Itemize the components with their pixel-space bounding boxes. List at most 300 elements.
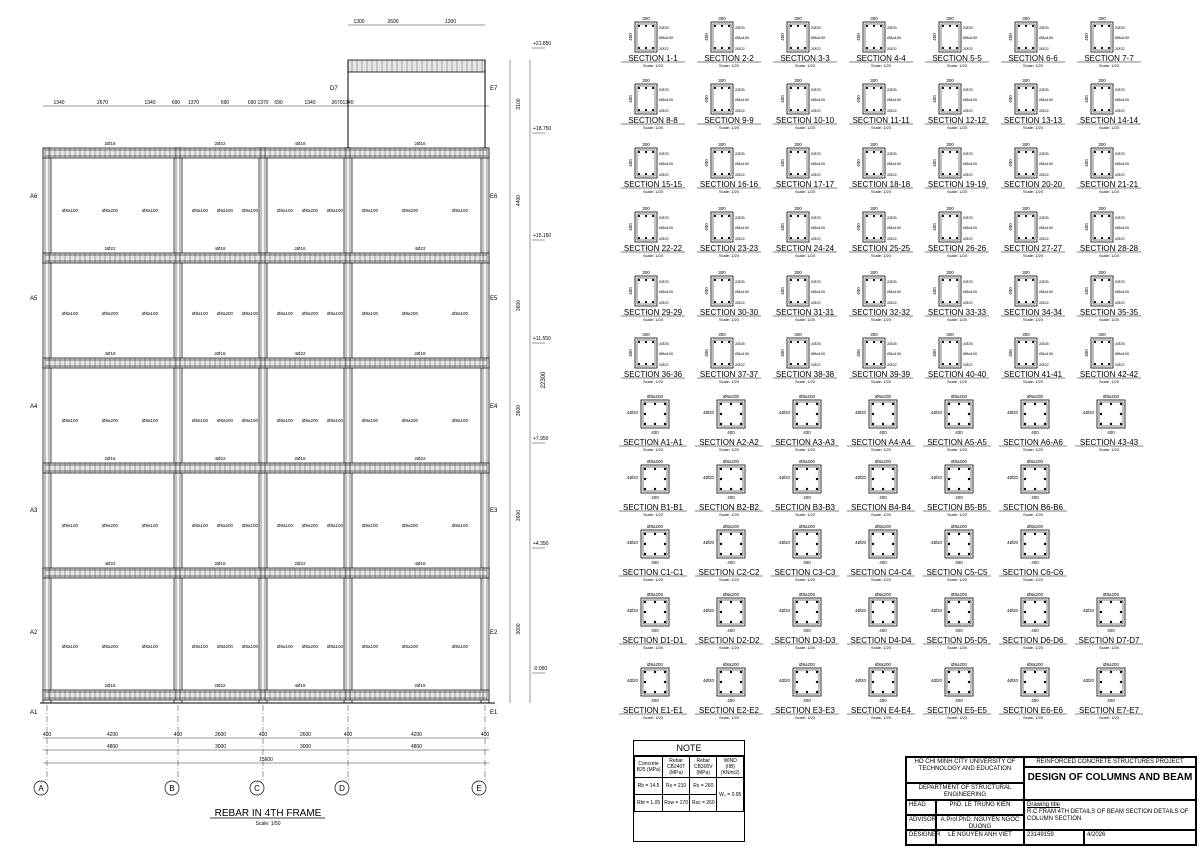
section-scale: Scale: 1/20 [718, 317, 740, 322]
section-dim: 300 [946, 16, 954, 21]
rebar-dot [1101, 47, 1103, 49]
section-bar-label: 2Ø25 [811, 87, 821, 92]
section-dim: 300 [946, 206, 954, 211]
rebar-dot [968, 621, 970, 623]
section-scale: Scale: 1/20 [946, 189, 968, 194]
section-bar-label: Ø8a200 [646, 394, 664, 399]
rebar-dot [1044, 478, 1046, 480]
rebar-dot [882, 488, 884, 490]
bar-label: 2Ø18 [214, 561, 226, 566]
rebar-dot [1025, 363, 1027, 365]
rebar-dot [720, 681, 722, 683]
rebar-dot [1024, 403, 1026, 405]
section-bar-label: 4Ø20 [1007, 540, 1019, 545]
rebar-dot [806, 423, 808, 425]
section-bar-label: 2Ø25 [963, 87, 973, 92]
rebar-dot [880, 151, 882, 153]
section-bar-label: 2Ø22 [659, 300, 669, 305]
section-title: SECTION 12-12 [927, 116, 987, 125]
section-scale: Scale: 1/20 [946, 715, 968, 720]
rebar-dot [740, 621, 742, 623]
university-name: HO CHI MINH CITY UNIVERSITY OF TECHNOLOGY AND EDUCATION [906, 757, 1024, 783]
rebar-dot [730, 621, 732, 623]
note-box [633, 740, 745, 842]
rebar-dot [804, 279, 806, 281]
section-dim: 300 [946, 270, 954, 275]
rebar-dot [866, 173, 868, 175]
section-bar-label: 2Ø22 [735, 46, 745, 51]
section-bar-label: Ø8a200 [1026, 524, 1044, 529]
row-label: E5 [490, 296, 498, 302]
section-dim: 400 [628, 33, 633, 41]
rebar-dot [1101, 87, 1103, 89]
rebar-dot [721, 109, 723, 111]
section-title: SECTION D5-D5 [926, 636, 988, 645]
stirrup-note: Ø8a200 [301, 311, 319, 316]
rebar-dot [956, 109, 958, 111]
section-title: SECTION 7-7 [1084, 54, 1134, 63]
rebar-dot [956, 363, 958, 365]
section-bar-label: Ø8a100 [1039, 97, 1054, 102]
rebar-dot [872, 691, 874, 693]
rebar-dot [728, 173, 730, 175]
rebar-dot [796, 478, 798, 480]
bar-label: 4Ø18 [214, 246, 226, 251]
rebar-dot [948, 621, 950, 623]
stirrup-note: Ø8a200 [101, 523, 119, 528]
rebar-dot [804, 363, 806, 365]
stirrup-note: Ø8a100 [61, 523, 79, 528]
head-label: HEAD [906, 800, 936, 815]
section-scale: Scale: 1/20 [1098, 189, 1120, 194]
rebar-dot [728, 215, 730, 217]
rebar-dot [882, 403, 884, 405]
rebar-dot [720, 423, 722, 425]
section-dim: 300 [794, 78, 802, 83]
rebar-dot [714, 341, 716, 343]
section-bar-label: 4Ø20 [779, 608, 791, 613]
stirrup-note: Ø8a100 [326, 311, 344, 316]
section-scale: Scale: 1/20 [870, 512, 892, 517]
section-bar-label: Ø8a100 [887, 225, 902, 230]
section-bar-label: 2Ø25 [811, 215, 821, 220]
rebar-dot [797, 341, 799, 343]
section-dim: 400 [1031, 560, 1039, 565]
section-bar-label: Ø8a100 [735, 351, 750, 356]
stirrup-note: Ø8a100 [191, 523, 209, 528]
stirrup-note: Ø8a100 [326, 208, 344, 213]
section-bar-label: 4Ø20 [1007, 475, 1019, 480]
rebar-dot [1101, 151, 1103, 153]
rebar-dot [1034, 403, 1036, 405]
rebar-dot [1032, 363, 1034, 365]
rebar-dot [816, 671, 818, 673]
rebar-dot [872, 553, 874, 555]
section-dim: 300 [1022, 78, 1030, 83]
bar-label: 2Ø16 [214, 351, 226, 356]
bar-label: 2Ø16 [414, 141, 426, 146]
bar-label: 2Ø22 [214, 683, 226, 688]
section-dim: 400 [879, 560, 887, 565]
stirrup-note: Ø8a100 [141, 523, 159, 528]
section-title: SECTION 6-6 [1008, 54, 1058, 63]
section-title: SECTION 33-33 [927, 308, 987, 317]
section-dim: 400 [651, 560, 659, 565]
section-bar-label: 2Ø22 [735, 172, 745, 177]
rebar-dot [880, 237, 882, 239]
section-bar-label: 4Ø20 [779, 678, 791, 683]
rebar-dot [949, 341, 951, 343]
section-dim: 400 [856, 223, 861, 231]
row-label: E4 [490, 404, 498, 410]
rebar-dot [1120, 403, 1122, 405]
section-dim: 400 [932, 349, 937, 357]
rebar-dot [1094, 279, 1096, 281]
section-bar-label: 4Ø20 [703, 540, 715, 545]
rebar-dot [892, 468, 894, 470]
section-bar-label: Ø8a200 [722, 394, 740, 399]
section-title: SECTION A3-A3 [775, 438, 835, 447]
bar-label: 2Ø16 [294, 246, 306, 251]
section-bar-label: 2Ø22 [963, 362, 973, 367]
section-dim: 400 [780, 349, 785, 357]
section-dim: 400 [704, 349, 709, 357]
rebar-dot [880, 47, 882, 49]
section-title: SECTION 15-15 [623, 180, 683, 189]
rebar-dot [948, 671, 950, 673]
stirrup-note: Ø8a200 [216, 208, 234, 213]
section-bar-label: 2Ø22 [735, 236, 745, 241]
rebar-dot [816, 488, 818, 490]
rebar-dot [1034, 533, 1036, 535]
bar-label: 2Ø18 [104, 683, 116, 688]
rebar-dot [728, 87, 730, 89]
section-bar-label: Ø8a100 [659, 225, 674, 230]
section-bar-label: 2Ø22 [659, 236, 669, 241]
rebar-dot [645, 47, 647, 49]
rebar-dot [1032, 215, 1034, 217]
rebar-dot [956, 25, 958, 27]
section-bar-label: 4Ø20 [627, 540, 639, 545]
section-bar-label: 2Ø22 [887, 46, 897, 51]
grid-axis-label: B [169, 784, 175, 793]
rebar-dot [1018, 25, 1020, 27]
row-label: A4 [30, 404, 38, 410]
section-scale: Scale: 1/20 [642, 577, 664, 582]
dim-text: 690 [220, 100, 230, 106]
bar-label: 2Ø22 [414, 456, 426, 461]
stirrup-note: Ø8a200 [301, 208, 319, 213]
rebar-dot [804, 173, 806, 175]
rebar-dot [1018, 109, 1020, 111]
section-bar-label: Ø8a100 [1115, 35, 1130, 40]
section-dim: 400 [1084, 287, 1089, 295]
rebar-dot [1018, 151, 1020, 153]
rebar-dot [880, 279, 882, 281]
rebar-dot [882, 601, 884, 603]
rebar-dot [1044, 691, 1046, 693]
section-scale: Scale: 1/20 [794, 447, 816, 452]
rebar-dot [740, 413, 742, 415]
section-bar-label: 2Ø25 [659, 215, 669, 220]
rebar-dot [1094, 109, 1096, 111]
section-bar-label: 2Ø22 [811, 46, 821, 51]
rebar-dot [714, 237, 716, 239]
rebar-dot [721, 87, 723, 89]
rebar-dot [942, 47, 944, 49]
section-dim: 400 [628, 95, 633, 103]
rebar-dot [892, 533, 894, 535]
section-scale: Scale: 1/20 [794, 317, 816, 322]
rebar-dot [714, 47, 716, 49]
section-scale: Scale: 1/20 [870, 447, 892, 452]
rebar-dot [797, 151, 799, 153]
section-bar-label: 4Ø20 [1083, 608, 1095, 613]
stirrup-note: Ø8a200 [301, 644, 319, 649]
section-bar-label: Ø8a200 [722, 524, 740, 529]
rebar-dot [872, 621, 874, 623]
rebar-dot [942, 109, 944, 111]
section-dim: 400 [879, 698, 887, 703]
rebar-dot [948, 468, 950, 470]
rebar-dot [1025, 279, 1027, 281]
rebar-dot [730, 671, 732, 673]
section-dim: 400 [932, 95, 937, 103]
section-scale: Scale: 1/20 [794, 253, 816, 258]
rebar-dot [958, 621, 960, 623]
section-bar-label: Ø8a200 [722, 459, 740, 464]
rebar-dot [790, 215, 792, 217]
rebar-dot [638, 301, 640, 303]
stirrup-note: Ø8a200 [216, 418, 234, 423]
section-dim: 400 [856, 349, 861, 357]
rebar-dot [1094, 47, 1096, 49]
section-bar-label: Ø8a100 [659, 351, 674, 356]
rebar-dot [644, 413, 646, 415]
section-bar-label: Ø8a200 [874, 524, 892, 529]
rebar-dot [1094, 301, 1096, 303]
rebar-dot [1100, 413, 1102, 415]
dim-text: 1340 [53, 100, 65, 106]
section-bar-label: 2Ø25 [735, 151, 745, 156]
rebar-dot [664, 543, 666, 545]
design-title: DESIGN OF COLUMNS AND BEAM [1024, 767, 1196, 800]
rebar-dot [1108, 47, 1110, 49]
section-scale: Scale: 1/20 [946, 645, 968, 650]
rebar-dot [1101, 237, 1103, 239]
rebar-dot [1044, 553, 1046, 555]
rebar-dot [654, 533, 656, 535]
rebar-dot [638, 279, 640, 281]
stirrup-note: Ø8a200 [216, 644, 234, 649]
section-dim: 300 [870, 142, 878, 147]
section-dim: 400 [1008, 223, 1013, 231]
rebar-dot [664, 478, 666, 480]
dim-text: 1300 [444, 19, 457, 25]
row-label: E3 [490, 508, 498, 514]
rebar-dot [1034, 621, 1036, 623]
section-title: SECTION 3-3 [780, 54, 830, 63]
rebar-dot [882, 423, 884, 425]
rebar-dot [721, 301, 723, 303]
section-scale: Scale: 1/20 [794, 577, 816, 582]
rebar-dot [721, 279, 723, 281]
rebar-dot [720, 533, 722, 535]
section-bar-label: 2Ø22 [887, 108, 897, 113]
section-dim: 400 [856, 287, 861, 295]
section-dim: 400 [1008, 95, 1013, 103]
section-bar-label: 4Ø20 [855, 410, 867, 415]
rebar-dot [1044, 621, 1046, 623]
section-bar-label: Ø8a100 [811, 97, 826, 102]
rebar-dot [949, 87, 951, 89]
section-title: SECTION 39-39 [851, 370, 911, 379]
section-scale: Scale: 1/20 [946, 63, 968, 68]
section-dim: 300 [870, 332, 878, 337]
section-dim: 400 [1084, 33, 1089, 41]
section-bar-label: Ø8a100 [1115, 225, 1130, 230]
rebar-dot [664, 423, 666, 425]
section-title: SECTION B5-B5 [926, 503, 988, 512]
rebar-dot [664, 553, 666, 555]
rebar-dot [1120, 611, 1122, 613]
rebar-dot [892, 488, 894, 490]
section-bar-label: Ø8a200 [798, 459, 816, 464]
section-bar-label: 2Ø22 [887, 172, 897, 177]
section-dim: 400 [803, 430, 811, 435]
rebar-dot [948, 553, 950, 555]
dim-text: 2670 [331, 100, 343, 106]
section-dim: 400 [856, 159, 861, 167]
rebar-dot [644, 478, 646, 480]
section-dim: 400 [955, 628, 963, 633]
section-title: SECTION 9-9 [704, 116, 754, 125]
rebar-dot [956, 151, 958, 153]
rebar-dot [892, 691, 894, 693]
bar-label: 4Ø22 [104, 561, 116, 566]
rebar-dot [1034, 601, 1036, 603]
section-bar-label: Ø8a200 [1026, 662, 1044, 667]
rebar-dot [730, 533, 732, 535]
rebar-dot [1034, 553, 1036, 555]
section-bar-label: Ø8a100 [659, 289, 674, 294]
section-scale: Scale: 1/20 [718, 379, 740, 384]
section-dim: 400 [932, 223, 937, 231]
rebar-dot [720, 621, 722, 623]
section-bar-label: 2Ø22 [887, 300, 897, 305]
section-bar-label: Ø8a100 [811, 161, 826, 166]
section-bar-label: 2Ø22 [735, 108, 745, 113]
section-title: SECTION 16-16 [699, 180, 759, 189]
rebar-dot [654, 423, 656, 425]
section-bar-label: Ø8a200 [874, 394, 892, 399]
rebar-dot [721, 341, 723, 343]
rebar-dot [958, 553, 960, 555]
section-scale: Scale: 1/20 [1022, 189, 1044, 194]
section-scale: Scale: 1/20 [946, 577, 968, 582]
note-title: NOTE [634, 741, 744, 756]
section-bar-label: 2Ø25 [1039, 87, 1049, 92]
section-bar-label: 2Ø25 [1115, 25, 1125, 30]
section-dim: 400 [1031, 628, 1039, 633]
section-bar-label: 2Ø22 [963, 236, 973, 241]
section-scale: Scale: 1/20 [1098, 447, 1120, 452]
rebar-dot [1018, 47, 1020, 49]
rebar-dot [652, 341, 654, 343]
section-bar-label: Ø8a100 [735, 289, 750, 294]
bar-label: 4Ø18 [414, 561, 426, 566]
dim-text: 3600 [516, 404, 522, 417]
rebar-dot [949, 109, 951, 111]
section-scale: Scale: 1/20 [1022, 379, 1044, 384]
section-title: SECTION E6-E6 [1002, 706, 1064, 715]
section-bar-label: 4Ø20 [779, 540, 791, 545]
dim-text: 4200 [410, 732, 423, 738]
section-scale: Scale: 1/20 [1098, 379, 1120, 384]
rebar-dot [948, 488, 950, 490]
section-bar-label: Ø8a100 [887, 289, 902, 294]
section-bar-label: 2Ø22 [811, 172, 821, 177]
section-title: SECTION 10-10 [775, 116, 835, 125]
rebar-dot [882, 553, 884, 555]
stirrup-note: Ø8a100 [276, 208, 294, 213]
section-dim: 400 [780, 33, 785, 41]
rebar-dot [866, 363, 868, 365]
section-title: SECTION 37-37 [699, 370, 759, 379]
rebar-dot [1025, 301, 1027, 303]
section-bar-label: Ø8a100 [963, 161, 978, 166]
rebar-dot [796, 681, 798, 683]
rebar-dot [968, 543, 970, 545]
section-dim: 400 [955, 495, 963, 500]
rebar-dot [797, 301, 799, 303]
section-title: SECTION B3-B3 [774, 503, 836, 512]
section-dim: 400 [879, 495, 887, 500]
drawing-title-label: Drawing title [1027, 802, 1061, 808]
rebar-dot [1094, 215, 1096, 217]
section-title: SECTION 28-28 [1079, 244, 1139, 253]
rebar-dot [721, 47, 723, 49]
rebar-dot [1101, 109, 1103, 111]
section-title: SECTION 22-22 [623, 244, 683, 253]
rebar-dot [714, 151, 716, 153]
row-label: E1 [490, 710, 498, 716]
row-label: A5 [30, 296, 38, 302]
section-scale: Scale: 1/20 [1098, 317, 1120, 322]
section-bar-label: 4Ø20 [703, 678, 715, 683]
rebar-dot [1100, 621, 1102, 623]
section-title: SECTION 19-19 [927, 180, 987, 189]
rebar-dot [645, 87, 647, 89]
rebar-dot [1044, 543, 1046, 545]
rebar-dot [1044, 423, 1046, 425]
rebar-dot [720, 413, 722, 415]
dim-text: 3600 [516, 509, 522, 522]
section-title: SECTION 1-1 [628, 54, 678, 63]
rebar-dot [790, 109, 792, 111]
section-dim: 300 [718, 332, 726, 337]
rebar-dot [873, 215, 875, 217]
dim-text: 2670 [96, 100, 109, 106]
section-bar-label: Ø8a200 [1102, 394, 1120, 399]
rebar-dot [816, 611, 818, 613]
stirrup-note: Ø8a200 [101, 418, 119, 423]
section-scale: Scale: 1/20 [642, 379, 664, 384]
section-bar-label: 2Ø22 [735, 300, 745, 305]
section-scale: Scale: 1/20 [870, 715, 892, 720]
dim-text: 3100 [516, 98, 522, 110]
rebar-dot [892, 543, 894, 545]
